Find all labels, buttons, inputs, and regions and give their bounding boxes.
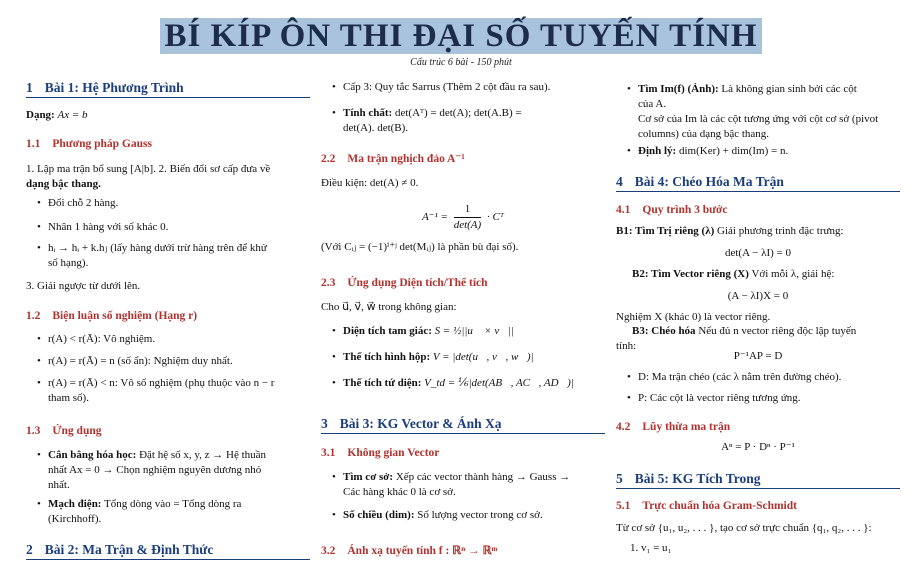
area-volume-list: [321, 324, 605, 339]
kgvector-list-2: [321, 508, 605, 523]
list-item: • Mạch điện: Tổng dòng vào = Tổng dòng ra (Kirchhoff).: [48, 497, 310, 527]
gauss-ops-list-3: [26, 241, 310, 271]
det-list-2: [321, 106, 605, 136]
section-4-heading: 4 Bài 4: Chéo Hóa Ma Trận: [616, 174, 900, 192]
eq-b2: (A − λI)X = 0: [727, 290, 789, 302]
list-item: • Cấp 3: Quy tắc Sarrus (Thêm 2 cột đầu ra sau).: [343, 80, 605, 95]
gauss-text: 1. Lập ma trận bổ sung [A|b]. 2. Biến đổi sơ cấp đưa về dạng bậc thang.: [26, 163, 271, 190]
list-item: • Tìm Im(f) (Ảnh): Là không gian sinh bởi các cột của A. Cơ sở của Im là các cột tương ứng với cột cơ sở (pivot columns) của dạng bậc thang.: [638, 82, 900, 142]
section-5-heading: 5 Bài 5: KG Tích Trong: [616, 471, 900, 489]
ungdung-list-2: [26, 497, 310, 527]
det-list: [321, 80, 605, 95]
gram-schmidt-text: Từ cơ sở {u₁, u₂, . . . }, tạo cơ sở trực chuẩn {q₁, q₂, . . . }:: [616, 522, 872, 534]
ungdung-list: [26, 448, 310, 493]
section-1-heading: 1 Bài 1: Hệ Phương Trình: [26, 80, 310, 98]
area-volume-list-2: [321, 350, 605, 365]
page-subtitle: Cấu trúc 6 bài - 150 phút: [410, 57, 512, 68]
cho-vectors: Cho u⃗, v⃗, w⃗ trong không gian:: [321, 301, 457, 313]
list-item: • Diện tích tam giác: S = ½||u⃗ × v⃗||: [343, 324, 605, 339]
list-item: • Tính chất: det(Aᵀ) = det(A); det(A.B) = det(A). det(B).: [343, 106, 605, 136]
dang-line: Dạng: Ax = b: [26, 109, 88, 121]
list-item: • D: Ma trận chéo (các λ nằm trên đường chéo).: [638, 370, 900, 385]
step-b3: B3: Chéo hóa Nếu đủ n vector riêng độc lập tuyến tính:: [616, 325, 857, 352]
list-item: • Cân bằng hóa học: Đặt hệ số x, y, z → Hệ thuần nhất Ax = 0 → Chọn nghiệm nguyên dương nhỏ nhất.: [48, 448, 310, 493]
step-b2: B2: Tìm Vector riêng (X) Với mỗi λ, giải hệ:: [632, 268, 835, 280]
image-list-2: [616, 144, 900, 159]
bienluan-list-2: [26, 354, 310, 369]
area-volume-list-3: [321, 376, 605, 391]
diag-list: [616, 370, 900, 385]
list-item: • Định lý: dim(Ker) + dim(Im) = n.: [638, 144, 900, 159]
list-item: • Thể tích tứ diện: V_td = ⅙|det(AB⃗, AC⃗, AD⃗)|: [343, 376, 605, 391]
diag-list-2: [616, 391, 900, 406]
image-list: [616, 82, 900, 142]
eq-b1: det(A − λI) = 0: [724, 247, 791, 259]
bienluan-list-3: [26, 376, 310, 406]
gauss-ops-list: [26, 196, 310, 211]
list-item: • Thể tích hình hộp: V = |det(u⃗, v⃗, w⃗)|: [343, 350, 605, 365]
nghiem-note: Nghiệm X (khác 0) là vector riêng.: [616, 311, 771, 323]
subsection-1-1: 1.1 Phương pháp Gauss: [26, 138, 152, 150]
kgvector-list: [321, 470, 605, 500]
title-wrap: [0, 18, 922, 54]
list-item: • Nhân 1 hàng với số khác 0.: [48, 220, 310, 235]
dieu-kien: Điều kiện: det(A) ≠ 0.: [321, 177, 419, 189]
list-item: • r(A) = r(Ā) < n: Vô số nghiệm (phụ thuộc vào n − r tham số).: [48, 376, 310, 406]
gauss-step3: 3. Giải ngược từ dưới lên.: [26, 280, 141, 292]
bienluan-list: [26, 332, 310, 347]
eq-b3: P⁻¹AP = D: [733, 350, 783, 362]
subsection-3-2: 3.2 Ánh xạ tuyến tính f : ℝⁿ → ℝᵐ: [321, 545, 498, 557]
list-item: • Số chiều (dim): Số lượng vector trong cơ sở.: [343, 508, 605, 523]
subsection-4-1: 4.1 Quy trình 3 bước: [616, 204, 728, 216]
step-b1: B1: Tìm Trị riêng (λ) Giải phương trình đặc trưng:: [616, 225, 844, 237]
list-item: • P: Các cột là vector riêng tương ứng.: [638, 391, 900, 406]
page-title: BÍ KÍP ÔN THI ĐẠI SỐ TUYẾN TÍNH: [160, 18, 761, 54]
subsection-2-2: 2.2 Ma trận nghịch đảo A⁻¹: [321, 153, 465, 165]
section-3-heading: 3 Bài 3: KG Vector & Ánh Xạ: [321, 416, 605, 434]
subsection-4-2: 4.2 Lũy thừa ma trận: [616, 421, 731, 433]
gauss-ops-list-2: [26, 220, 310, 235]
list-item: • r(A) < r(Ā): Vô nghiệm.: [48, 332, 310, 347]
subsection-5-1: 5.1 Trực chuẩn hóa Gram-Schmidt: [616, 500, 797, 512]
subsection-2-3: 2.3 Ứng dụng Diện tích/Thể tích: [321, 277, 488, 289]
subsection-3-1: 3.1 Không gian Vector: [321, 447, 440, 459]
list-item: • r(A) = r(Ā) = n (số ẩn): Nghiệm duy nhất.: [48, 354, 310, 369]
eq-power: Aⁿ = P · Dⁿ · P⁻¹: [721, 441, 795, 453]
cofactor-note: (Với Cᵢⱼ = (−1)ⁱ⁺ʲ det(Mᵢⱼ) là phần bù đại số).: [321, 241, 519, 253]
subsection-1-3: 1.3 Ứng dụng: [26, 425, 102, 437]
section-2-heading: 2 Bài 2: Ma Trận & Định Thức: [26, 542, 310, 560]
inverse-formula: A⁻¹ = 1 det(A) · Cᵀ: [421, 203, 505, 231]
gram-schmidt-step1: 1. v₁ = u₁: [630, 542, 672, 554]
list-item: • hᵢ → hᵢ + k.hⱼ (lấy hàng dưới trừ hàng trên để khử số hạng).: [48, 241, 310, 271]
list-item: • Đổi chỗ 2 hàng.: [48, 196, 310, 211]
list-item: • Tìm cơ sở: Xếp các vector thành hàng → Gauss → Các hàng khác 0 là cơ sở.: [343, 470, 605, 500]
subsection-1-2: 1.2 Biện luận số nghiệm (Hạng r): [26, 310, 198, 322]
